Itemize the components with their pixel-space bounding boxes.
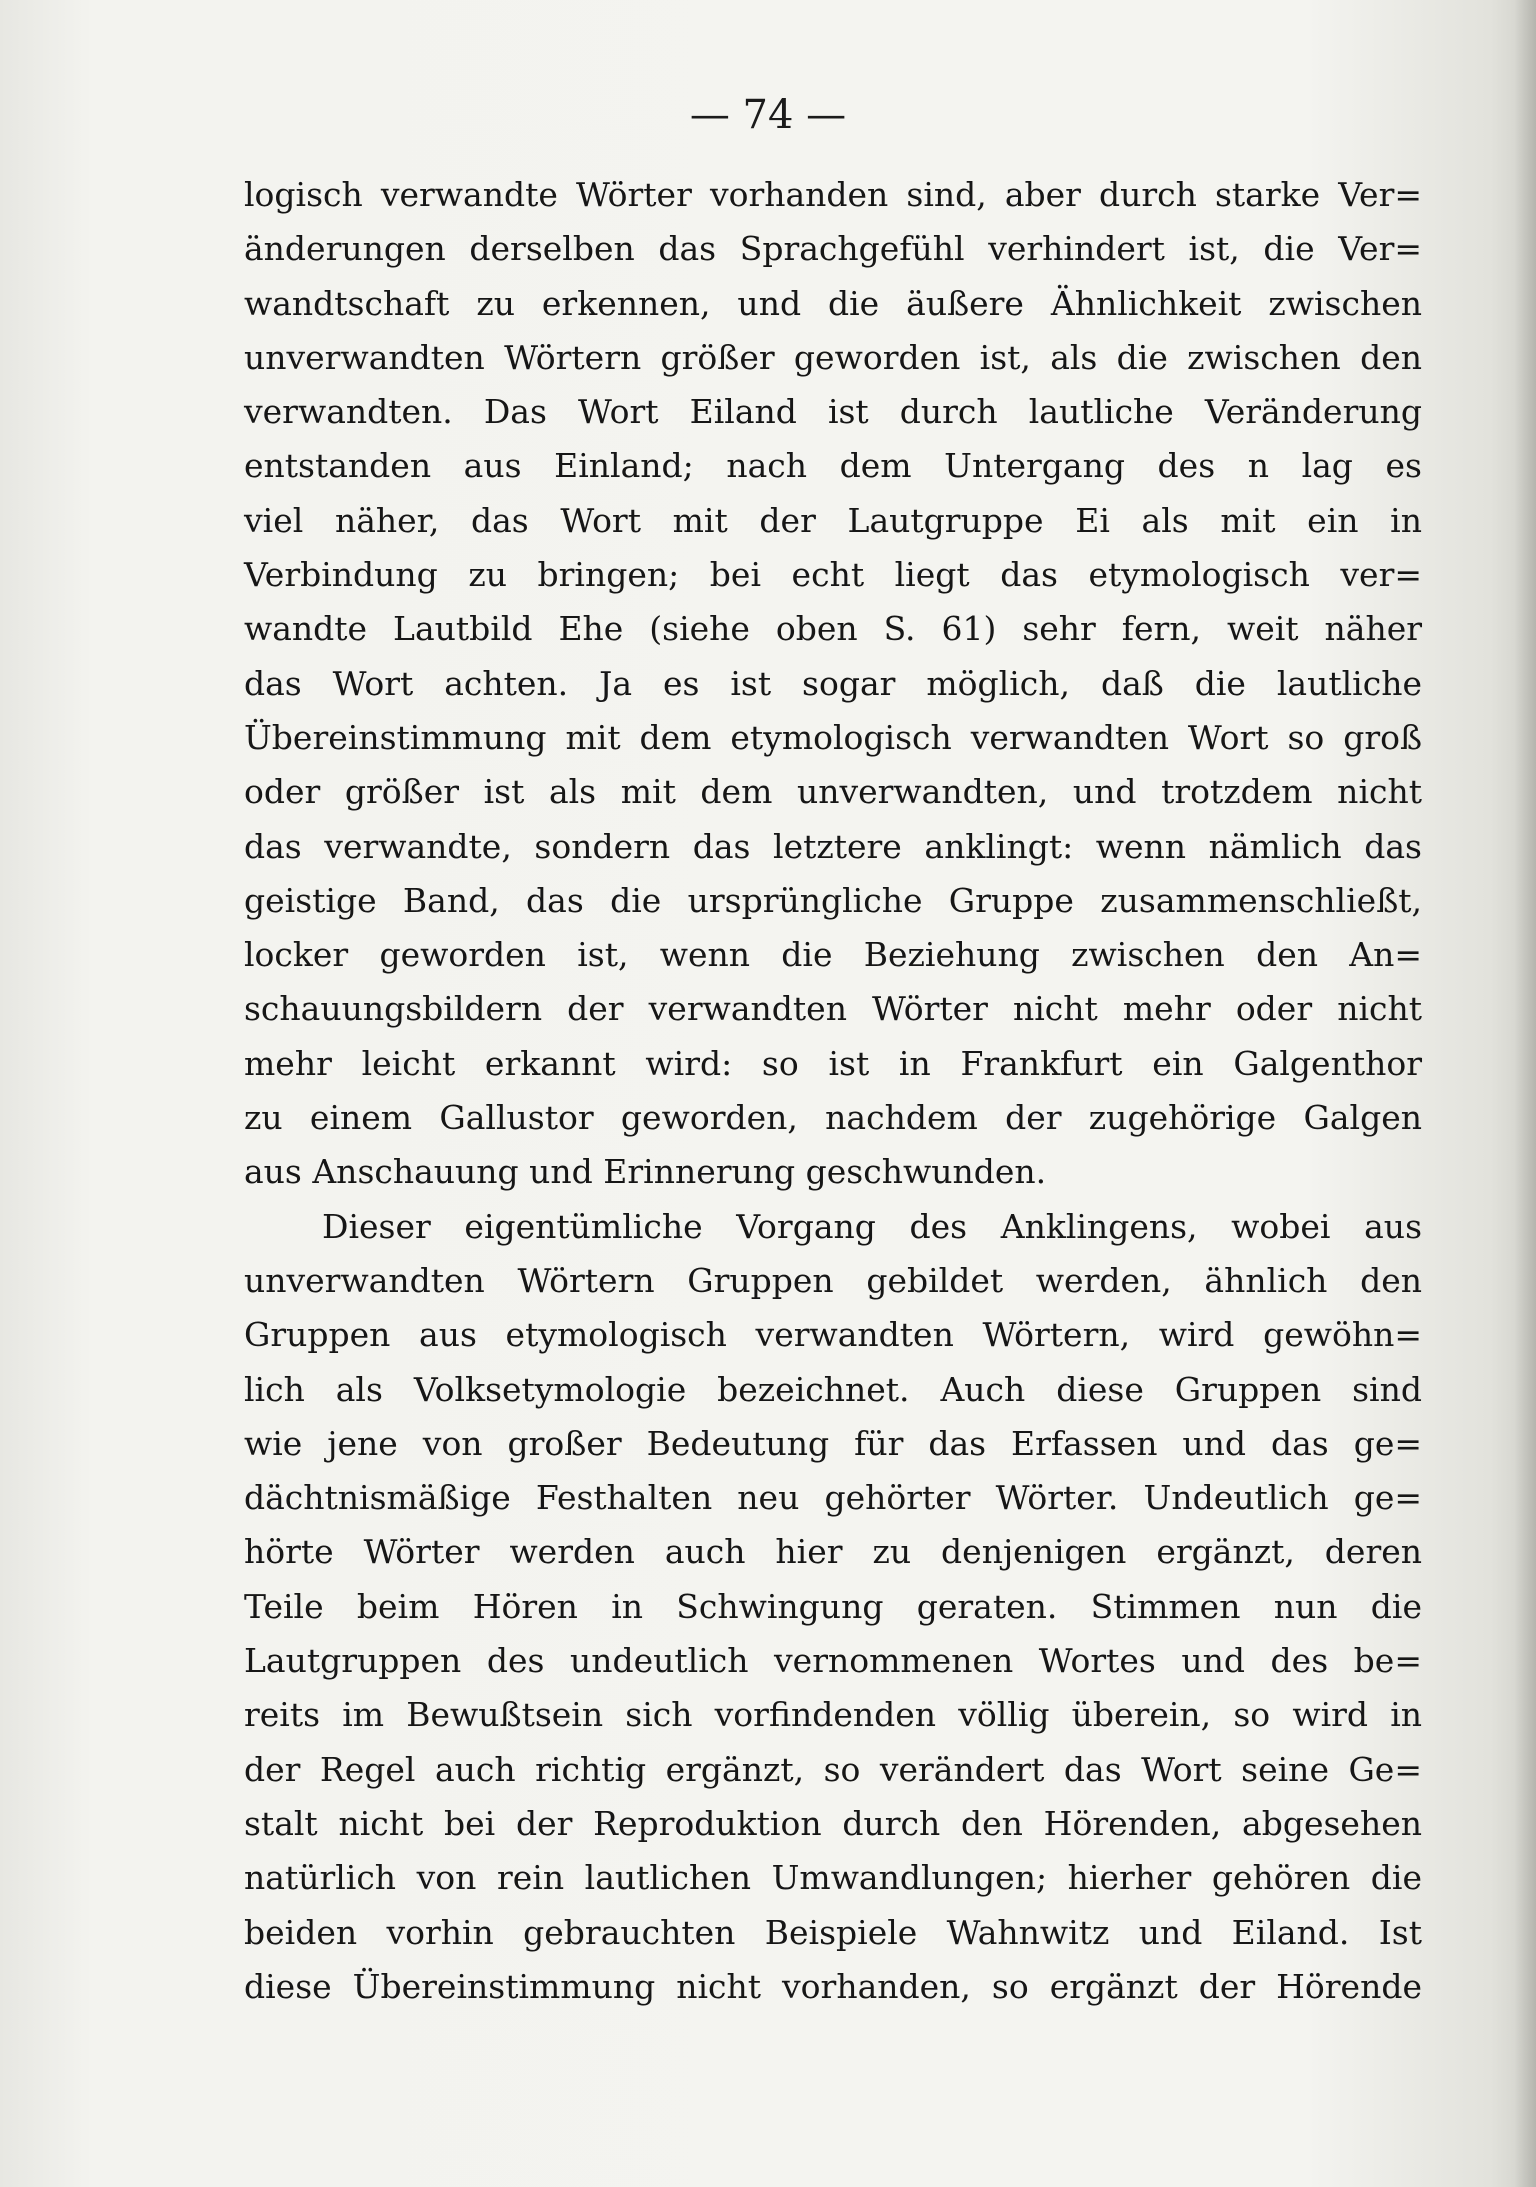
text-line: entstanden aus Einland; nach dem Untergang des n lag es bbox=[244, 446, 1422, 486]
text-line: wie jene von großer Bedeutung für das Erfassen und das ge= bbox=[244, 1423, 1422, 1463]
text-line: Verbindung zu bringen; bei echt liegt das etymologisch ver= bbox=[244, 555, 1422, 595]
text-line: wandtschaft zu erkennen, und die äußere Ähnlichkeit zwischen bbox=[244, 283, 1422, 323]
paragraph-1 bbox=[244, 168, 1422, 1200]
text-line: Lautgruppen des undeutlich vernommenen Wortes und des be= bbox=[244, 1641, 1422, 1681]
text-line: wandte Lautbild Ehe (siehe oben S. 61) sehr fern, weit näher bbox=[244, 609, 1422, 649]
text-line: lich als Volksetymologie bezeichnet. Auch diese Gruppen sind bbox=[244, 1369, 1422, 1409]
text-line: das Wort achten. Ja es ist sogar möglich, daß die lautliche bbox=[244, 663, 1422, 703]
text-line: hörte Wörter werden auch hier zu denjenigen ergänzt, deren bbox=[244, 1532, 1422, 1572]
text-line: das verwandte, sondern das letztere anklingt: wenn nämlich das bbox=[244, 826, 1422, 866]
text-line: änderungen derselben das Sprachgefühl verhindert ist, die Ver= bbox=[244, 229, 1422, 269]
text-line: geistige Band, das die ursprüngliche Gruppe zusammenschließt, bbox=[244, 880, 1422, 920]
text-line: unverwandten Wörtern größer geworden ist, als die zwischen den bbox=[244, 337, 1422, 377]
text-line: Dieser eigentümliche Vorgang des Anklingens, wobei aus bbox=[322, 1206, 1422, 1246]
text-line: stalt nicht bei der Reproduktion durch den Hörenden, abgesehen bbox=[244, 1803, 1422, 1843]
text-line: der Regel auch richtig ergänzt, so verändert das Wort seine Ge= bbox=[244, 1749, 1422, 1789]
page-edge-shadow bbox=[1514, 0, 1536, 2187]
text-line: Teile beim Hören in Schwingung geraten. Stimmen nun die bbox=[244, 1586, 1422, 1626]
text-line: locker geworden ist, wenn die Beziehung zwischen den An= bbox=[244, 935, 1422, 975]
text-line: verwandten. Das Wort Eiland ist durch lautliche Veränderung bbox=[244, 392, 1422, 432]
text-line: aus Anschauung und Erinnerung geschwunden. bbox=[244, 1152, 1047, 1192]
text-line: dächtnismäßige Festhalten neu gehörter Wörter. Undeutlich ge= bbox=[244, 1478, 1422, 1518]
text-line: beiden vorhin gebrauchten Beispiele Wahnwitz und Eiland. Ist bbox=[244, 1912, 1422, 1952]
text-line: natürlich von rein lautlichen Umwandlungen; hierher gehören die bbox=[244, 1858, 1422, 1898]
body-text bbox=[244, 168, 1422, 2014]
text-line: viel näher, das Wort mit der Lautgruppe Ei als mit ein in bbox=[244, 500, 1422, 540]
text-line: unverwandten Wörtern Gruppen gebildet werden, ähnlich den bbox=[244, 1260, 1422, 1300]
text-line: zu einem Gallustor geworden, nachdem der zugehörige Galgen bbox=[244, 1098, 1422, 1138]
text-line: reits im Bewußtsein sich vorfindenden völlig überein, so wird in bbox=[244, 1695, 1422, 1735]
text-line: oder größer ist als mit dem unverwandten, und trotzdem nicht bbox=[244, 772, 1422, 812]
paragraph-2 bbox=[244, 1200, 1422, 2014]
text-line: Übereinstimmung mit dem etymologisch verwandten Wort so groß bbox=[244, 717, 1422, 757]
text-line: mehr leicht erkannt wird: so ist in Frankfurt ein Galgenthor bbox=[244, 1043, 1422, 1083]
text-line: logisch verwandte Wörter vorhanden sind, aber durch starke Ver= bbox=[244, 175, 1422, 214]
text-line: Gruppen aus etymologisch verwandten Wörtern, wird gewöhn= bbox=[244, 1315, 1422, 1355]
text-line: schauungsbildern der verwandten Wörter nicht mehr oder nicht bbox=[244, 989, 1422, 1029]
page-number-header: — 74 — bbox=[689, 92, 847, 138]
text-line: diese Übereinstimmung nicht vorhanden, so ergänzt der Hörende bbox=[244, 1966, 1422, 2006]
